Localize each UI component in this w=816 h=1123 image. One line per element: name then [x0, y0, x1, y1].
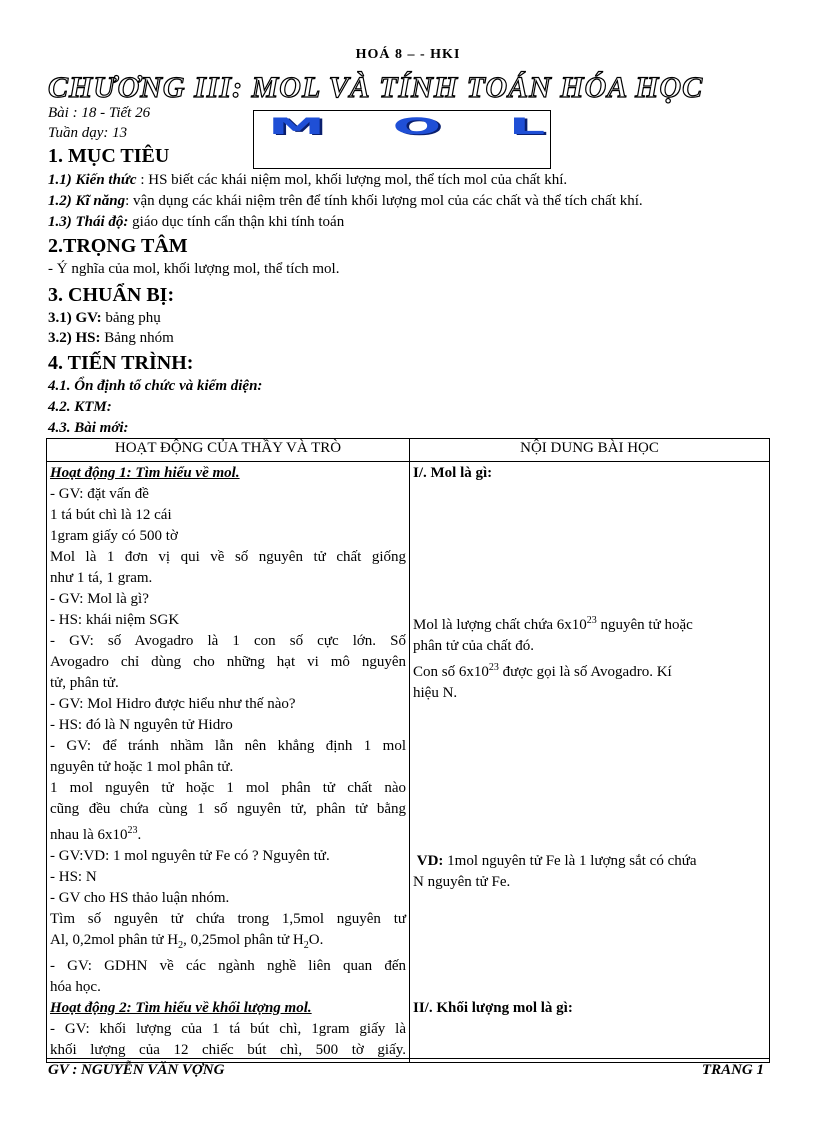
objective-attitude-label: 1.3) Thái độ: [48, 214, 129, 230]
step-4-3: 4.3. Bài mới: [48, 420, 129, 436]
activity-text: O. [308, 932, 324, 948]
exponent: 23 [127, 825, 138, 836]
activity-line: - HS: đó là N nguyên tử Hidro [50, 717, 233, 733]
activity-line: nguyên tử hoặc 1 mol phân tử. [50, 759, 234, 775]
activity-line: - GV cho HS thảo luận nhóm. [50, 890, 230, 906]
activity-line: - HS: khái niệm SGK [50, 612, 180, 628]
prep-student-label: 3.2) HS: [48, 330, 101, 346]
content-text: 1mol nguyên tử Fe là 1 lượng sắt có chứa [443, 853, 697, 869]
lesson-table [46, 438, 770, 1063]
objective-knowledge-label: 1.1) Kiến thức [48, 172, 137, 188]
prep-teacher-text: bảng phụ [101, 310, 161, 326]
activity-line: khối lượng của 12 chiếc bút chì, 500 tờ giấy. [50, 1042, 406, 1058]
example-label: VD: [416, 853, 444, 869]
exponent: 23 [488, 662, 499, 673]
footer-divider [46, 1058, 770, 1059]
column-header-activities: HOẠT ĐỘNG CỦA THẦY VÀ TRÒ [47, 439, 410, 462]
objective-skill-label: 1.2) Kĩ năng [48, 193, 126, 209]
content-line: phân tử của chất đó. [413, 638, 535, 654]
content-line [413, 610, 766, 636]
prep-student [48, 330, 174, 347]
prep-teacher-label: 3.1) GV: [48, 310, 102, 326]
activity-line: - GV: số Avogadro là 1 con số cực lớn. Số [50, 633, 406, 649]
activity-2-heading: Hoạt động 2: Tìm hiểu về khối lượng mol. [50, 1000, 312, 1016]
prep-teacher [48, 310, 161, 327]
lesson-info: Bài : 18 - Tiết 26 [48, 105, 151, 121]
activity-text: . [137, 827, 142, 843]
content-line [413, 657, 766, 683]
objective-attitude [48, 214, 344, 231]
objective-skill-text: : vận dụng các khái niệm trên để tính khối lượng mol của các chất và thể tích chất khí. [125, 193, 643, 209]
activity-line: - HS: N [50, 869, 97, 885]
activity-line: - GV:VD: 1 mol nguyên tử Fe có ? Nguyên tử. [50, 848, 330, 864]
spacer [413, 484, 766, 610]
activity-line [50, 930, 406, 956]
chapter-title: CHƯƠNG III: MOL VÀ TÍNH TOÁN HÓA HỌC [48, 71, 704, 104]
spacer [413, 704, 766, 851]
activity-line: 1gram giấy có 500 tờ [50, 528, 178, 544]
section-3-title: 3. CHUẨN BỊ: [48, 284, 175, 306]
section-1-title: 1. MỤC TIÊU [48, 145, 170, 167]
activity-line: tử, phân tử. [50, 675, 119, 691]
content-heading-molar-mass: II/. Khối lượng mol là gì: [413, 1000, 573, 1016]
focus-text: - Ý nghĩa của mol, khối lượng mol, thể tích mol. [48, 261, 340, 277]
step-4-2: 4.2. KTM: [48, 399, 112, 415]
prep-student-text: Bảng nhóm [100, 330, 174, 346]
objective-knowledge [48, 172, 567, 189]
activity-line: - GV: để tránh nhầm lẫn nên khẳng định 1 mol [50, 738, 406, 754]
objective-knowledge-text: : HS biết các khái niệm mol, khối lượng mol, thể tích mol của chất khí. [136, 172, 568, 188]
activity-line: - GV: khối lượng của 1 tá bút chì, 1gram giấy là [50, 1021, 406, 1037]
activity-line [50, 820, 406, 846]
activity-line: như 1 tá, 1 gram. [50, 570, 153, 586]
column-header-content: NỘI DUNG BÀI HỌC [410, 439, 770, 462]
activity-text: nhau là 6x10 [50, 827, 128, 843]
banner-word-art: MOL [268, 115, 613, 140]
activity-line: 1 mol nguyên tử hoặc 1 mol phân tử chất nào [50, 780, 406, 796]
activity-line: - GV: Mol Hidro được hiểu như thế nào? [50, 696, 296, 712]
section-4-title: 4. TIẾN TRÌNH: [48, 352, 194, 374]
spacer [413, 893, 766, 998]
subscript: 2 [178, 940, 184, 951]
exponent: 23 [586, 615, 597, 626]
section-2-title: 2.TRỌNG TÂM [48, 235, 188, 257]
activity-line: - GV: GDHN về các ngành nghề liên quan đến [50, 958, 406, 974]
activity-text: , 0,25mol phân tử H [183, 932, 304, 948]
content-line: N nguyên tử Fe. [413, 874, 511, 890]
activity-line: cũng đều chứa cùng 1 số nguyên tử, phân tử bằng [50, 801, 406, 817]
week-info: Tuần dạy: 13 [48, 125, 128, 141]
activity-text: Al, 0,2mol phân tử H [50, 932, 179, 948]
activity-1-heading: Hoạt động 1: Tìm hiểu về mol. [50, 465, 240, 481]
content-text: được gọi là số Avogadro. Kí [498, 664, 672, 680]
content-text: nguyên tử hoặc [596, 617, 693, 633]
activity-line: - GV: Mol là gì? [50, 591, 149, 607]
activity-line: hóa học. [50, 979, 101, 995]
activity-line: - GV: đặt vấn đề [50, 486, 149, 502]
subscript: 2 [303, 940, 309, 951]
content-cell [410, 462, 770, 1063]
content-text: Mol là lượng chất chứa 6x10 [413, 617, 587, 633]
footer-teacher: GV : NGUYỄN VĂN VỢNG [48, 1062, 225, 1078]
activity-line: Tìm số nguyên tử chứa trong 1,5mol nguyên tư [50, 911, 406, 927]
objective-skill [48, 193, 643, 210]
content-heading-mol: I/. Mol là gì: [413, 465, 493, 481]
step-4-1: 4.1. Ổn định tổ chức và kiểm diện: [48, 378, 263, 394]
title-banner [253, 110, 613, 169]
content-line [413, 851, 766, 872]
activity-line: Avogadro chỉ dùng cho những hạt vi mô nguyên [50, 654, 406, 670]
activities-cell [47, 462, 410, 1063]
footer-page: TRANG 1 [701, 1062, 764, 1078]
objective-attitude-text: giáo dục tính cẩn thận khi tính toán [128, 214, 345, 230]
activity-line: Mol là 1 đơn vị qui về số nguyên tử chất giống [50, 549, 406, 565]
page-header: HOÁ 8 – - HKI [355, 47, 461, 62]
content-line: hiệu N. [413, 685, 458, 701]
activity-line: 1 tá bút chì là 12 cái [50, 507, 172, 523]
content-text: Con số 6x10 [413, 664, 489, 680]
